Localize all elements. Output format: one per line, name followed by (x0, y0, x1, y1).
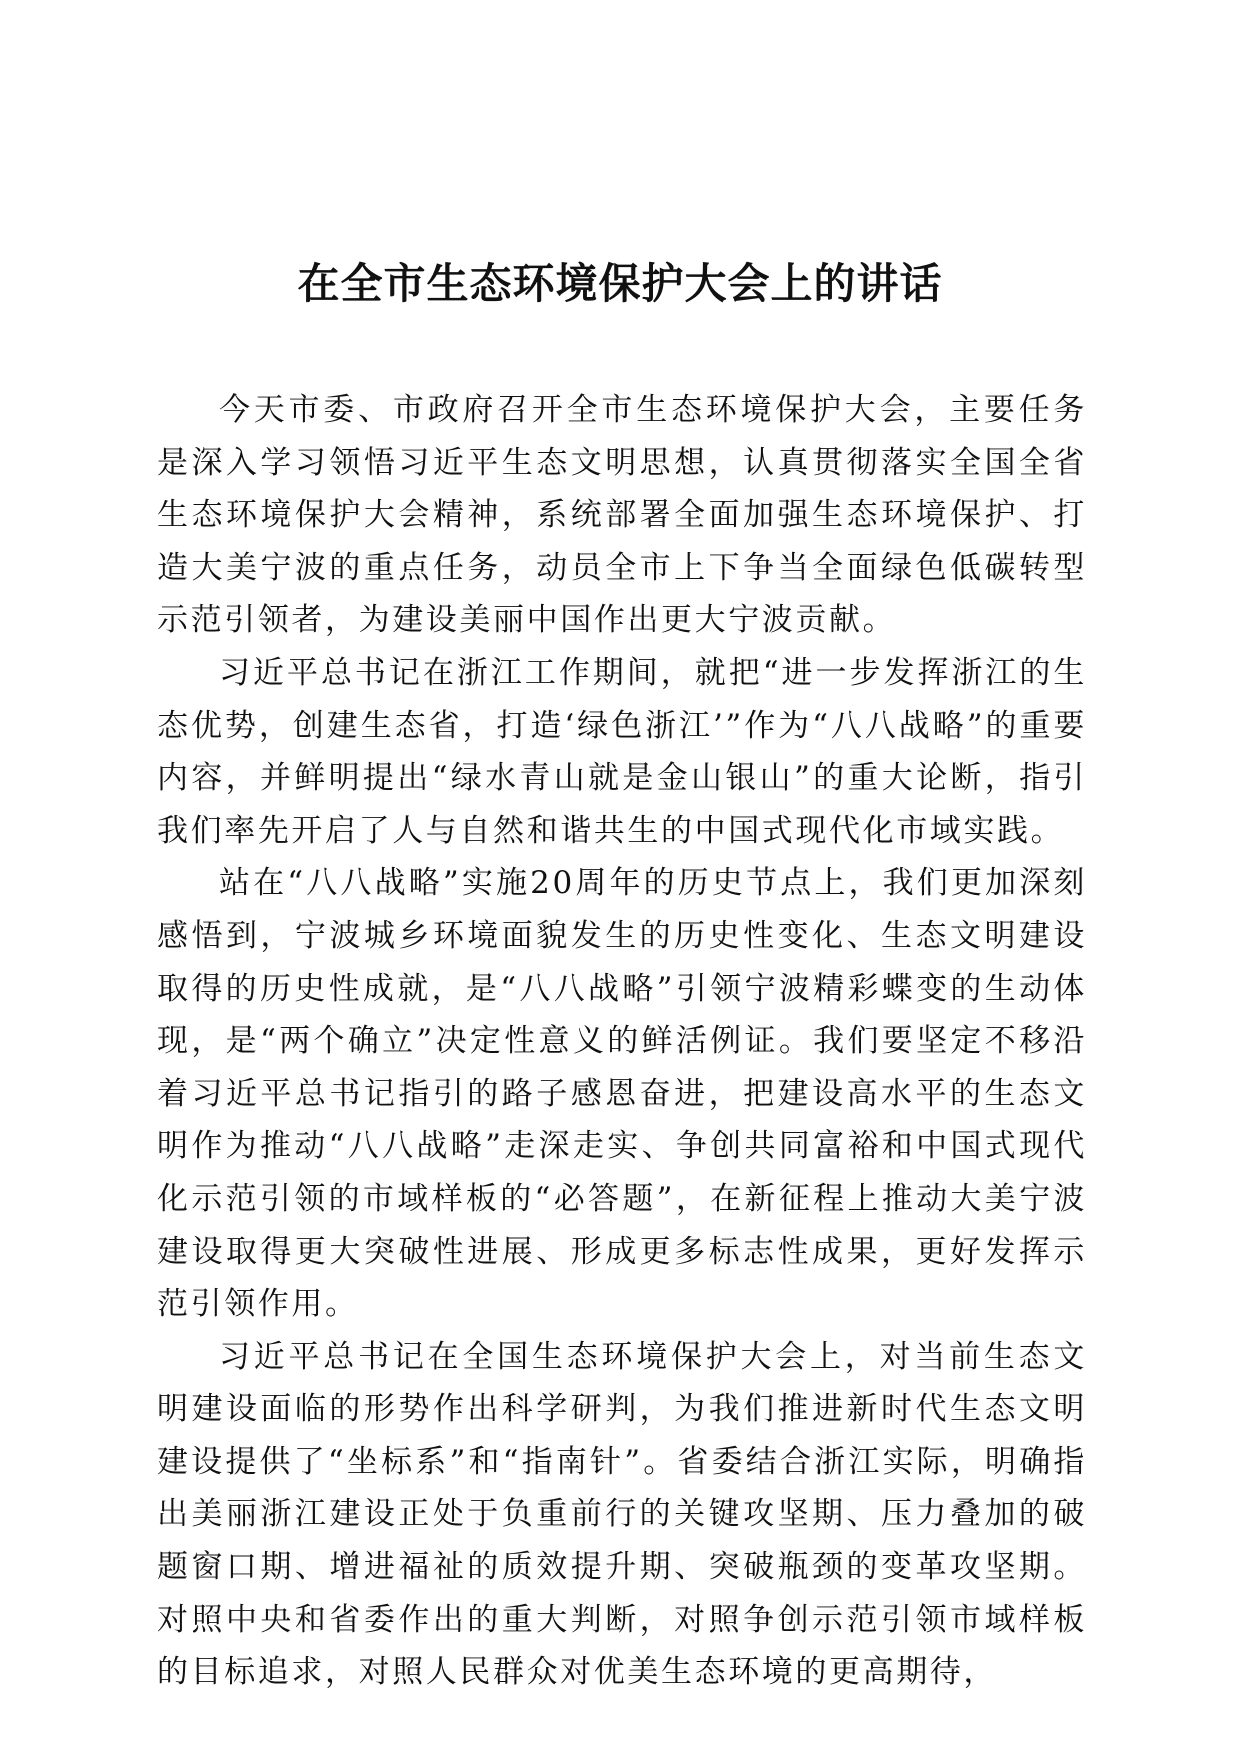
document-title: 在全市生态环境保护大会上的讲话 (297, 259, 943, 308)
paragraph-1: 今天市委、市政府召开全市生态环境保护大会，主要任务是深入学习领悟习近平生态文明思想，认真贯彻落实全国全省生态环境保护大会精神，系统部署全面加强生态环境保护、打造大美宁波的重点任务，动员全市上下争当全面绿色低碳转型示范引领者，为建设美丽中国作出更大宁波贡献。 (157, 392, 1087, 639)
document-body (157, 384, 1087, 1699)
paragraph-2: 习近平总书记在浙江工作期间，就把“进一步发挥浙江的生态优势，创建生态省，打造‘绿色浙江’”作为“八八战略”的重要内容，并鲜明提出“绿水青山就是金山银山”的重大论断，指引我们率先开启了人与自然和谐共生的中国式现代化市域实践。 (157, 654, 1087, 849)
paragraph-4: 习近平总书记在全国生态环境保护大会上，对当前生态文明建设面临的形势作出科学研判，为我们推进新时代生态文明建设提供了“坐标系”和“指南针”。省委结合浙江实际，明确指出美丽浙江建设正处于负重前行的关键攻坚期、压力叠加的破题窗口期、增进福祉的质效提升期、突破瓶颈的变革攻坚期。对照中央和省委作出的重大判断，对照争创示范引领市域样板的目标追求，对照人民群众对优美生态环境的更高期待， (157, 1338, 1087, 1691)
paragraph-3: 站在“八八战略”实施20周年的历史节点上，我们更加深刻感悟到，宁波城乡环境面貌发生的历史性变化、生态文明建设取得的历史性成就，是“八八战略”引领宁波精彩蝶变的生动体现，是“两个确立”决定性意义的鲜活例证。我们要坚定不移沿着习近平总书记指引的路子感恩奋进，把建设高水平的生态文明作为推动“八八战略”走深走实、争创共同富裕和中国式现代化示范引领的市域样板的“必答题”，在新征程上推动大美宁波建设取得更大突破性进展、形成更多标志性成果，更好发挥示范引领作用。 (157, 865, 1087, 1323)
